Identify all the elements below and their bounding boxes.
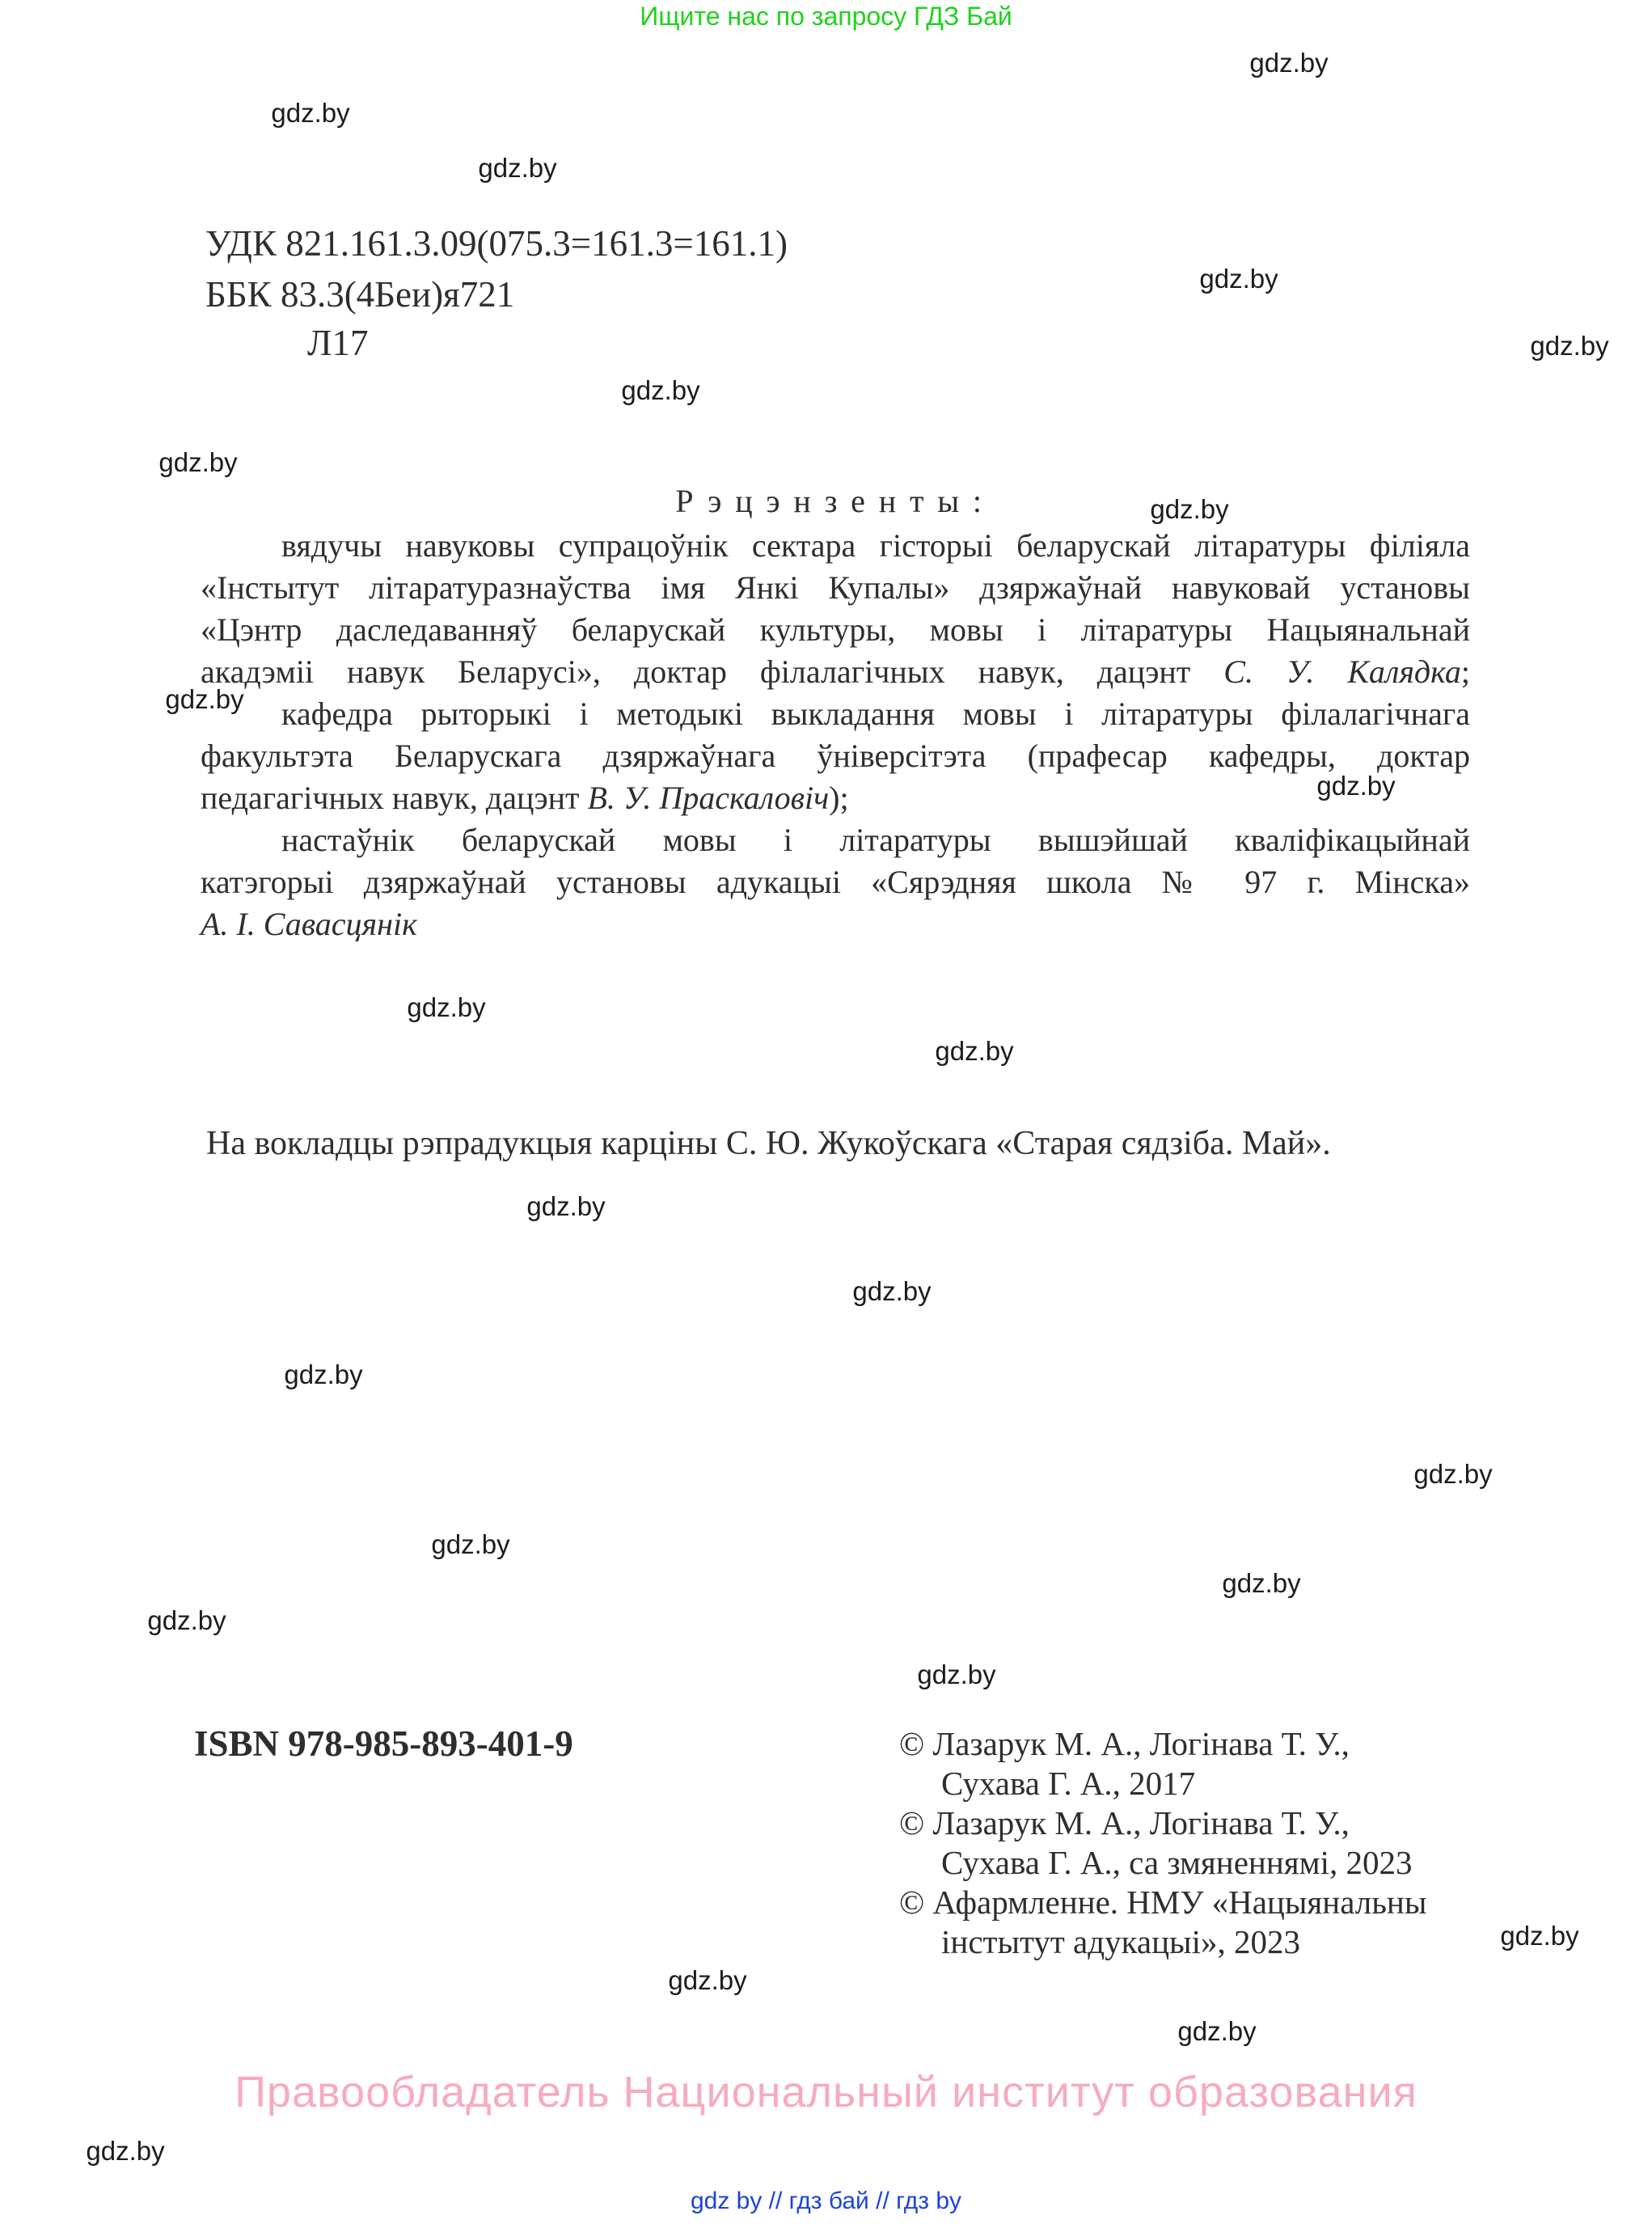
watermark: gdz.by	[284, 1359, 363, 1389]
watermark: gdz.by	[1500, 1921, 1579, 1951]
watermark: gdz.by	[1530, 331, 1609, 361]
copyright-line: інстытут адукацыі», 2023	[941, 1923, 1300, 1960]
reviewer-line: «Цэнтр даследаванняў беларускай культуры, мовы і літаратуры Нацыянальнай	[201, 611, 1470, 648]
watermark: gdz.by	[1199, 264, 1278, 294]
watermark: gdz.by	[407, 992, 486, 1022]
watermark: gdz.by	[158, 447, 238, 477]
bbk-code: ББК 83.3(4Беи)я721	[205, 274, 515, 315]
watermark: gdz.by	[1249, 48, 1329, 78]
watermark: gdz.by	[917, 1660, 996, 1689]
reviewer-line: факультэта Беларускага дзяржаўнага ўніверсітэта (прафесар кафедры, доктар	[201, 738, 1470, 774]
watermark: gdz.by	[935, 1036, 1014, 1066]
author-sign-code: Л17	[307, 323, 369, 363]
reviewer-name: А. І. Савасцянік	[201, 906, 417, 942]
rights-holder-notice: Правообладатель Национальный институт образования	[234, 2068, 1418, 2116]
watermark: gdz.by	[1413, 1459, 1493, 1489]
reviewer-line: «Інстытут літаратуразнаўства імя Янкі Купалы» дзяржаўнай навуковай установы	[201, 569, 1470, 606]
udk-code: УДК 821.161.3.09(075.3=161.3=161.1)	[205, 223, 788, 264]
watermark: gdz.by	[165, 684, 244, 714]
watermark: gdz.by	[431, 1529, 510, 1559]
cover-note: На вокладцы рэпрадукцыя карціны С. Ю. Жукоўскага «Старая сядзіба. Май».	[206, 1125, 1331, 1162]
reviewer-line: кафедра рыторыкі і методыкі выкладання мовы і літаратуры філалагічнага	[281, 696, 1470, 732]
watermark: gdz.by	[147, 1605, 226, 1635]
copyright-line: Сухава Г. А., 2017	[941, 1765, 1196, 1802]
promo-banner: Ищите нас по запросу ГДЗ Бай	[640, 2, 1012, 31]
watermark: gdz.by	[1177, 2016, 1257, 2046]
reviewers-heading: Рэцэнзенты:	[675, 483, 995, 519]
watermark: gdz.by	[621, 375, 700, 405]
reviewer-text: педагагічных навук, дацэнт	[201, 780, 588, 816]
reviewer-line: настаўнік беларускай мовы і літаратуры вышэйшай кваліфікацыйнай	[281, 822, 1470, 858]
reviewer-line	[201, 778, 849, 818]
watermark: gdz.by	[1316, 771, 1396, 801]
reviewer-line: вядучы навуковы супрацоўнік сектара гісторыі беларускай літаратуры філіяла	[281, 527, 1470, 564]
watermark: gdz.by	[668, 1965, 747, 1995]
reviewer-name: С. У. Калядка	[1223, 653, 1461, 690]
watermark: gdz.by	[1150, 494, 1229, 524]
isbn: ISBN 978-985-893-401-9	[194, 1723, 573, 1764]
watermark: gdz.by	[478, 153, 557, 183]
reviewer-line	[201, 652, 1470, 692]
reviewer-text: );	[829, 780, 849, 816]
reviewer-line	[201, 904, 417, 945]
watermark: gdz.by	[1222, 1568, 1301, 1598]
reviewer-text: ;	[1460, 653, 1470, 690]
reviewer-text: акадэміі навук Беларусі», доктар філалагічных навук, дацэнт	[201, 653, 1224, 690]
copyright-line: © Афармленне. НМУ «Нацыянальны	[899, 1884, 1427, 1921]
reviewer-name: В. У. Праскаловіч	[587, 780, 830, 816]
reviewer-line: катэгорыі дзяржаўнай установы адукацыі «Сярэдняя школа № 97 г. Мінска»	[201, 864, 1470, 900]
copyright-line: Сухава Г. А., са змяненнямі, 2023	[941, 1844, 1413, 1881]
watermark: gdz.by	[526, 1191, 606, 1221]
watermark: gdz.by	[852, 1276, 932, 1306]
watermark: gdz.by	[271, 98, 350, 128]
copyright-line: © Лазарук М. А., Логінава Т. У.,	[899, 1725, 1350, 1762]
footer-links[interactable]: gdz by // гдз бай // гдз by	[690, 2188, 962, 2214]
copyright-line: © Лазарук М. А., Логінава Т. У.,	[899, 1804, 1350, 1841]
watermark: gdz.by	[86, 2136, 165, 2166]
